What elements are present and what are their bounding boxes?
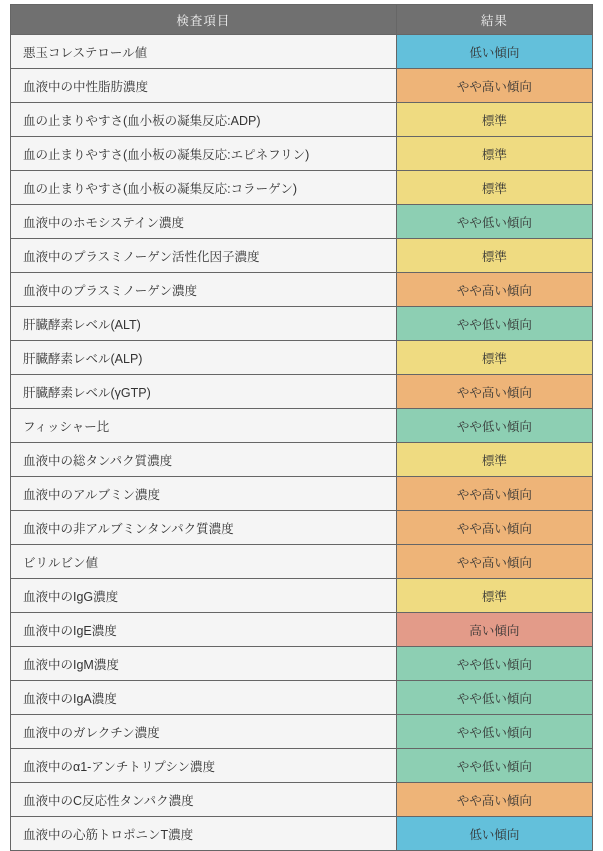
test-item-cell: 血の止まりやすさ(血小板の凝集反応:エピネフリン) bbox=[11, 137, 397, 171]
result-badge-cell: やや高い傾向 bbox=[396, 477, 592, 511]
table-row bbox=[11, 341, 593, 375]
table-row bbox=[11, 35, 593, 69]
test-item-cell: 血液中の中性脂肪濃度 bbox=[11, 69, 397, 103]
test-item-cell: 血液中の総タンパク質濃度 bbox=[11, 443, 397, 477]
test-item-cell: 血液中のホモシステイン濃度 bbox=[11, 205, 397, 239]
result-badge-cell: やや高い傾向 bbox=[396, 511, 592, 545]
table-row bbox=[11, 749, 593, 783]
table-row bbox=[11, 103, 593, 137]
test-item-cell: 血液中のα1-アンチトリプシン濃度 bbox=[11, 749, 397, 783]
result-badge-cell: やや低い傾向 bbox=[396, 715, 592, 749]
test-item-cell: 血液中のIgA濃度 bbox=[11, 681, 397, 715]
result-badge-cell: 標準 bbox=[396, 341, 592, 375]
result-badge-cell: やや高い傾向 bbox=[396, 69, 592, 103]
table-row bbox=[11, 715, 593, 749]
result-badge-cell: 標準 bbox=[396, 171, 592, 205]
result-badge-cell: やや低い傾向 bbox=[396, 749, 592, 783]
test-item-cell: 血液中の心筋トロポニンT濃度 bbox=[11, 817, 397, 851]
table-row bbox=[11, 69, 593, 103]
table-row bbox=[11, 409, 593, 443]
table-row bbox=[11, 375, 593, 409]
table-row bbox=[11, 273, 593, 307]
results-table-body bbox=[11, 35, 593, 851]
test-item-cell: 肝臓酵素レベル(ALP) bbox=[11, 341, 397, 375]
test-item-cell: 血液中のアルブミン濃度 bbox=[11, 477, 397, 511]
result-badge-cell: やや低い傾向 bbox=[396, 647, 592, 681]
table-row bbox=[11, 545, 593, 579]
table-row bbox=[11, 137, 593, 171]
result-badge-cell: 標準 bbox=[396, 137, 592, 171]
test-item-cell: ビリルビン値 bbox=[11, 545, 397, 579]
test-item-cell: 血液中のプラスミノーゲン活性化因子濃度 bbox=[11, 239, 397, 273]
table-row bbox=[11, 681, 593, 715]
result-badge-cell: 低い傾向 bbox=[396, 35, 592, 69]
test-item-cell: 血液中のC反応性タンパク濃度 bbox=[11, 783, 397, 817]
table-row bbox=[11, 613, 593, 647]
test-item-cell: 血液中の非アルブミンタンパク質濃度 bbox=[11, 511, 397, 545]
result-badge-cell: やや高い傾向 bbox=[396, 273, 592, 307]
result-badge-cell: やや高い傾向 bbox=[396, 545, 592, 579]
result-badge-cell: 低い傾向 bbox=[396, 817, 592, 851]
table-row bbox=[11, 171, 593, 205]
test-item-cell: 肝臓酵素レベル(ALT) bbox=[11, 307, 397, 341]
table-row bbox=[11, 477, 593, 511]
test-item-cell: 血の止まりやすさ(血小板の凝集反応:ADP) bbox=[11, 103, 397, 137]
result-badge-cell: 標準 bbox=[396, 443, 592, 477]
test-item-cell: 血液中のIgM濃度 bbox=[11, 647, 397, 681]
result-badge-cell: 高い傾向 bbox=[396, 613, 592, 647]
table-row bbox=[11, 307, 593, 341]
test-item-cell: 血液中のプラスミノーゲン濃度 bbox=[11, 273, 397, 307]
test-item-cell: 血液中のIgE濃度 bbox=[11, 613, 397, 647]
test-item-cell: 血の止まりやすさ(血小板の凝集反応:コラーゲン) bbox=[11, 171, 397, 205]
table-row bbox=[11, 783, 593, 817]
result-badge-cell: やや高い傾向 bbox=[396, 375, 592, 409]
table-header-row bbox=[11, 5, 593, 35]
table-row bbox=[11, 239, 593, 273]
table-row bbox=[11, 817, 593, 851]
table-row bbox=[11, 647, 593, 681]
table-row bbox=[11, 511, 593, 545]
test-item-cell: 血液中のガレクチン濃度 bbox=[11, 715, 397, 749]
table-row bbox=[11, 205, 593, 239]
table-row bbox=[11, 443, 593, 477]
result-badge-cell: やや低い傾向 bbox=[396, 681, 592, 715]
test-item-cell: 肝臓酵素レベル(γGTP) bbox=[11, 375, 397, 409]
column-header-result: 結果 bbox=[396, 5, 592, 35]
column-header-test-item: 検査項目 bbox=[11, 5, 397, 35]
result-badge-cell: 標準 bbox=[396, 103, 592, 137]
result-badge-cell: やや低い傾向 bbox=[396, 409, 592, 443]
result-badge-cell: やや低い傾向 bbox=[396, 307, 592, 341]
table-row bbox=[11, 579, 593, 613]
result-badge-cell: 標準 bbox=[396, 579, 592, 613]
test-item-cell: 悪玉コレステロール値 bbox=[11, 35, 397, 69]
result-badge-cell: 標準 bbox=[396, 239, 592, 273]
result-badge-cell: やや高い傾向 bbox=[396, 783, 592, 817]
result-badge-cell: やや低い傾向 bbox=[396, 205, 592, 239]
test-results-table bbox=[10, 4, 593, 851]
test-item-cell: フィッシャー比 bbox=[11, 409, 397, 443]
test-item-cell: 血液中のIgG濃度 bbox=[11, 579, 397, 613]
